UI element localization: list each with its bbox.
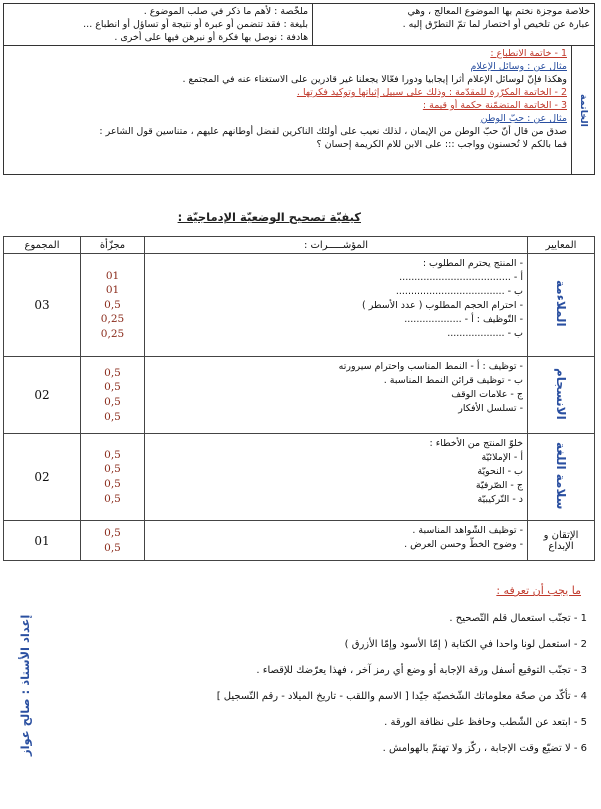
point-value: 0,5 <box>104 463 121 476</box>
indicators-cell <box>145 357 528 434</box>
indicator-item: - وضوح الخطّ وحسن العرض . <box>404 539 523 550</box>
conclusion-line: 2 - الخاتمة المكرّرة للمقدّمة : وذلك على سبيل إثباتها وتوكيد فكرتها . <box>296 87 567 98</box>
point-value: 0,5 <box>104 492 121 505</box>
criterion-cell <box>528 357 595 434</box>
point-value: 0,5 <box>104 541 121 554</box>
grading-row <box>4 434 595 521</box>
indicator-item: - التّوظيف : أ - ................... <box>404 314 523 325</box>
grading-table <box>3 236 595 561</box>
summary-left-line-2: بليغة : فقد تتضمن أو عبرة أو نتيجة أو تساؤل أو انطباع ... <box>83 19 309 30</box>
note-item: 4 - تأكّد من صحّة معلوماتك الشّخصيّة جيّدا [ الاسم واللقب - تاريخ الميلاد - رقم التّسجيل ] <box>216 691 587 702</box>
notes-list <box>67 606 587 762</box>
point-value: 0,5 <box>104 298 121 311</box>
criterion-cell <box>528 521 595 561</box>
total-cell: 02 <box>4 357 81 434</box>
conclusion-side-label: الخاتمة <box>572 46 595 175</box>
points-cell <box>81 254 145 357</box>
summary-right-line-1: خلاصة موجزة نختم بها الموضوع المعالج ، وهي <box>407 6 590 17</box>
points-cell <box>81 521 145 561</box>
indicator-item: أ - ..................................... <box>399 272 523 283</box>
grading-row <box>4 521 595 561</box>
point-value: 0,5 <box>104 448 121 461</box>
note-item: 2 - استعمل لونا واحدا في الكتابة ( إمّا الأسود وإمّا الأزرق ) <box>344 639 587 650</box>
grading-row <box>4 357 595 434</box>
header-total: المجموع <box>4 237 81 254</box>
summary-qualities-cell <box>4 4 313 46</box>
header-criteria: المعايير <box>528 237 595 254</box>
note-item: 3 - تجنّب التوقيع أسفل ورقة الإجابة أو وضع أي رمز آخر ، فهذا يعرّضك للإقصاء . <box>256 665 587 676</box>
conclusion-line: صدق من قال أنّ حبّ الوطن من الإيمان ، لذلك نعيب على أولئك الناكرين لفضل أوطانهم عليهم ، متناسين قول الشاعر : <box>99 126 567 137</box>
section-title: كيفيّة تصحيح الوضعيّة الإدماجيّة : <box>177 210 361 224</box>
author-credit: إعداد الأستاذ : صالح عواز <box>18 614 32 756</box>
indicator-item: - المنتج يحترم المطلوب : <box>422 258 523 269</box>
point-value: 0,5 <box>104 478 121 490</box>
header-indicators: المؤشـــــرات : <box>145 237 528 254</box>
indicator-item: أ - الإملائيّة <box>481 452 523 463</box>
grading-row <box>4 254 595 357</box>
indicator-item: - توظيف : أ - النمط المناسب واحترام سيرورته <box>338 361 523 372</box>
criterion-label: الملاءمة <box>554 280 568 327</box>
conclusion-line: فما بالكم لا تُحسنون وواجب ::: على الابن للام الكريمة إحسان ؟ <box>316 139 567 150</box>
point-value: 0,5 <box>104 366 121 379</box>
summary-definition-cell <box>313 4 595 46</box>
indicator-item: د - التّركيبيّة <box>477 494 523 505</box>
conclusion-table <box>3 3 595 175</box>
indicator-item: - احترام الحجم المطلوب ( عدد الأسطر ) <box>362 300 523 311</box>
indicator-item: - توظيف الشّواهد المناسبة . <box>412 525 523 536</box>
total-cell: 02 <box>4 434 81 521</box>
conclusion-line: 3 - الخاتمة المتضمّنة حكمة أو قيمة : <box>422 100 567 111</box>
point-value: 01 <box>105 269 120 282</box>
indicator-item: ب - توظيف قرائن النمط المناسبة . <box>383 375 523 386</box>
conclusion-line: مثال عن : وسائل الإعلام <box>470 61 567 72</box>
point-value: 0,5 <box>104 381 121 394</box>
indicator-item: خلوّ المنتج من الأخطاء : <box>429 438 523 449</box>
indicator-item: ب - النحويّة <box>477 466 523 477</box>
point-value: 0,25 <box>100 313 125 326</box>
grading-header-row <box>4 237 595 254</box>
point-value: 0,25 <box>100 327 125 340</box>
indicators-cell <box>145 434 528 521</box>
conclusion-line: وهكذا فإنّ لوسائل الإعلام أثرا إيجابيا ودورا فعّالا يجعلنا غير قادرين على الاستغناء عنه في المجتمع . <box>182 74 567 85</box>
criterion-label: الانسجام <box>554 367 568 420</box>
summary-left-line-1: ملخّصة : لأهم ما ذكر في صلب الموضوع . <box>143 6 309 17</box>
point-value: 0,5 <box>104 526 121 539</box>
indicators-cell <box>145 521 528 561</box>
notes-title: ما يجب أن تعرفه : <box>496 584 581 597</box>
note-item: 5 - ابتعد عن الشّطب وحافظ على نظافة الورقة . <box>384 717 587 728</box>
indicator-item: ج - علامات الوقف <box>451 389 523 400</box>
conclusion-types-cell <box>4 46 572 175</box>
point-value: 0,5 <box>104 396 121 408</box>
criterion-cell <box>528 434 595 521</box>
header-points: مجزّأة <box>81 237 145 254</box>
note-item: 1 - تجنّب استعمال قلم التّصحيح . <box>449 613 587 624</box>
criterion-label: الإتقان و الإبداع <box>543 529 579 552</box>
summary-left-line-3: هادفة : نوصل بها فكرة أو نبرهن فيها على أخرى . <box>114 32 309 43</box>
total-cell: 01 <box>4 521 81 561</box>
total-cell: 03 <box>4 254 81 357</box>
indicator-item: ب - ................... <box>447 328 523 339</box>
summary-right-line-2: عبارة عن تلخيص أو اختصار لما تمّ التطرّق إليه . <box>402 19 590 30</box>
points-cell <box>81 434 145 521</box>
point-value: 0,5 <box>104 410 121 423</box>
note-item: 6 - لا تضيّع وقت الإجابة ، ركّز ولا تهتمّ بالهوامش . <box>382 743 587 754</box>
conclusion-line: مثال عن : حبّ الوطن <box>480 113 567 124</box>
conclusion-line: 1 - خاتمة الانطباع : <box>490 48 567 59</box>
indicator-item: - تسلسل الأفكار <box>458 403 523 414</box>
criterion-cell <box>528 254 595 357</box>
point-value: 01 <box>105 284 120 297</box>
criterion-label: سلامة اللغة <box>554 441 568 510</box>
indicator-item: ب - .................................... <box>395 286 523 297</box>
indicator-item: ج - الصّرفيّة <box>475 480 523 491</box>
indicators-cell <box>145 254 528 357</box>
points-cell <box>81 357 145 434</box>
